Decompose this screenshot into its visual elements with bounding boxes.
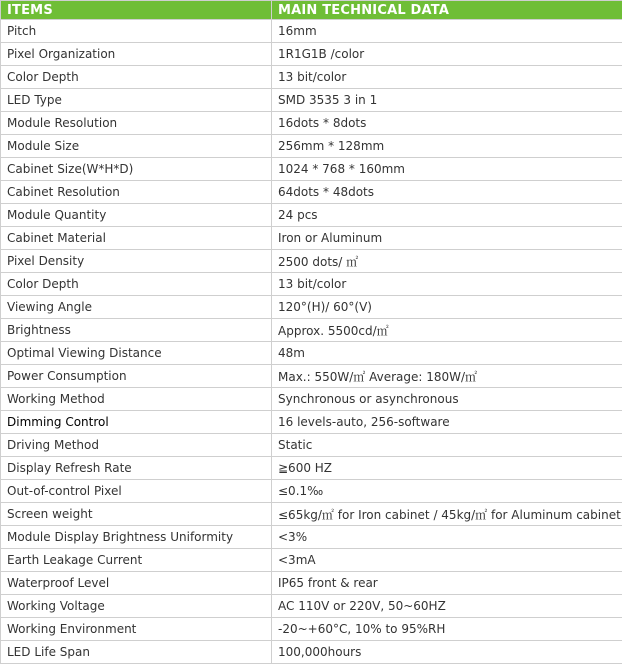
table-body xyxy=(1,20,622,664)
item-label: Brightness xyxy=(1,319,272,342)
table-row xyxy=(1,549,622,572)
item-label: LED Type xyxy=(1,89,272,112)
table-row xyxy=(1,250,622,273)
table-header-row xyxy=(1,1,622,20)
item-value: 13 bit/color xyxy=(272,273,622,296)
table-row xyxy=(1,503,622,526)
table-row xyxy=(1,572,622,595)
item-value: SMD 3535 3 in 1 xyxy=(272,89,622,112)
item-value: 13 bit/color xyxy=(272,66,622,89)
table-row xyxy=(1,434,622,457)
table-row xyxy=(1,411,622,434)
item-label: Cabinet Size(W*H*D) xyxy=(1,158,272,181)
item-label: Power Consumption xyxy=(1,365,272,388)
table-row xyxy=(1,43,622,66)
item-value: Iron or Aluminum xyxy=(272,227,622,250)
item-value: IP65 front & rear xyxy=(272,572,622,595)
item-value: 256mm * 128mm xyxy=(272,135,622,158)
table-row xyxy=(1,135,622,158)
table-row xyxy=(1,204,622,227)
item-value: 16 levels-auto, 256-software xyxy=(272,411,622,434)
table-row xyxy=(1,388,622,411)
item-label: Waterproof Level xyxy=(1,572,272,595)
table-row xyxy=(1,158,622,181)
item-value: 100,000hours xyxy=(272,641,622,664)
table-row xyxy=(1,273,622,296)
item-label: Driving Method xyxy=(1,434,272,457)
item-label: Module Resolution xyxy=(1,112,272,135)
table-row xyxy=(1,480,622,503)
item-label: Working Environment xyxy=(1,618,272,641)
item-label: Out-of-control Pixel xyxy=(1,480,272,503)
item-label: Earth Leakage Current xyxy=(1,549,272,572)
item-value: 2500 dots/ ㎡ xyxy=(272,250,622,273)
item-value: AC 110V or 220V, 50~60HZ xyxy=(272,595,622,618)
table-row xyxy=(1,296,622,319)
item-label: Working Voltage xyxy=(1,595,272,618)
item-label: Working Method xyxy=(1,388,272,411)
item-value: 64dots * 48dots xyxy=(272,181,622,204)
item-label: LED Life Span xyxy=(1,641,272,664)
item-value: 120°(H)/ 60°(V) xyxy=(272,296,622,319)
item-value: 24 pcs xyxy=(272,204,622,227)
item-label: Cabinet Resolution xyxy=(1,181,272,204)
item-value: ≧600 HZ xyxy=(272,457,622,480)
item-value: <3% xyxy=(272,526,622,549)
item-value: 48m xyxy=(272,342,622,365)
table-row xyxy=(1,20,622,43)
item-value: 16mm xyxy=(272,20,622,43)
table-row xyxy=(1,618,622,641)
item-label: Display Refresh Rate xyxy=(1,457,272,480)
item-label: Cabinet Material xyxy=(1,227,272,250)
item-value: ≤0.1‰ xyxy=(272,480,622,503)
table-row xyxy=(1,457,622,480)
item-label: Dimming Control xyxy=(1,411,272,434)
table-row xyxy=(1,112,622,135)
item-value: Max.: 550W/㎡ Average: 180W/㎡ xyxy=(272,365,622,388)
item-label: Color Depth xyxy=(1,273,272,296)
table-row xyxy=(1,181,622,204)
table-row xyxy=(1,641,622,664)
item-label: Module Size xyxy=(1,135,272,158)
item-label: Pixel Organization xyxy=(1,43,272,66)
table-row xyxy=(1,66,622,89)
item-value: Approx. 5500cd/㎡ xyxy=(272,319,622,342)
table-row xyxy=(1,319,622,342)
table-row xyxy=(1,526,622,549)
item-value: 1024 * 768 * 160mm xyxy=(272,158,622,181)
table-row xyxy=(1,89,622,112)
item-label: Screen weight xyxy=(1,503,272,526)
item-label: Module Quantity xyxy=(1,204,272,227)
item-label: Color Depth xyxy=(1,66,272,89)
table-row xyxy=(1,342,622,365)
item-label: Module Display Brightness Uniformity xyxy=(1,526,272,549)
item-value: Static xyxy=(272,434,622,457)
item-label: Viewing Angle xyxy=(1,296,272,319)
item-label: Optimal Viewing Distance xyxy=(1,342,272,365)
item-value: -20~+60°C, 10% to 95%RH xyxy=(272,618,622,641)
item-value: ≤65kg/㎡ for Iron cabinet / 45kg/㎡ for Aluminum cabinet xyxy=(272,503,622,526)
item-value: Synchronous or asynchronous xyxy=(272,388,622,411)
header-main-technical-data: MAIN TECHNICAL DATA xyxy=(272,1,622,20)
table-row xyxy=(1,227,622,250)
table-row xyxy=(1,365,622,388)
item-value: 16dots * 8dots xyxy=(272,112,622,135)
table-row xyxy=(1,595,622,618)
item-value: 1R1G1B /color xyxy=(272,43,622,66)
item-label: Pitch xyxy=(1,20,272,43)
item-label: Pixel Density xyxy=(1,250,272,273)
item-value: <3mA xyxy=(272,549,622,572)
header-items: ITEMS xyxy=(1,1,272,20)
